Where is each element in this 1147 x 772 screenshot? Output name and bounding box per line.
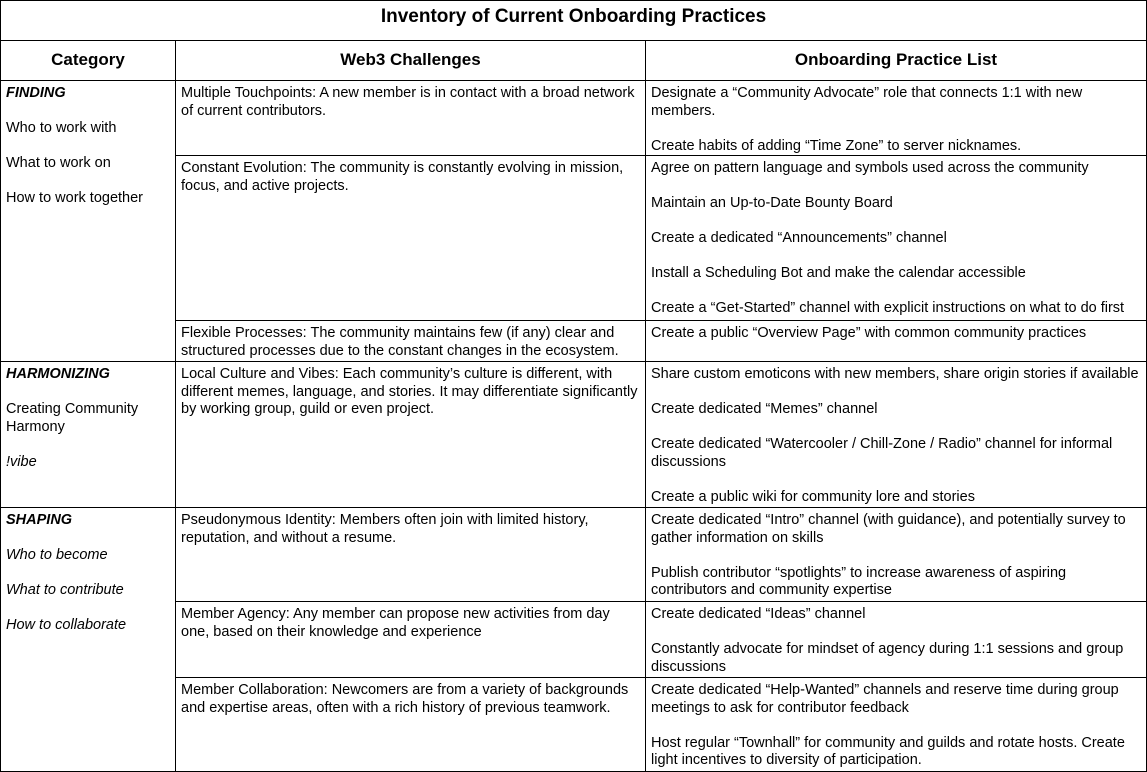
practice-cell	[645, 361, 1147, 508]
practice-item: Share custom emoticons with new members, share origin stories if available	[651, 366, 1139, 382]
category-item: What to work on	[6, 155, 111, 171]
table-title: Inventory of Current Onboarding Practices	[0, 0, 1147, 41]
challenge-text: Multiple Touchpoints: A new member is in contact with a broad network of current contributors.	[181, 85, 635, 119]
category-item: Who to become	[6, 547, 108, 563]
practice-item: Create dedicated “Watercooler / Chill-Zone / Radio” channel for informal discussions	[651, 436, 1113, 470]
challenge-cell	[175, 320, 646, 362]
category-name: SHAPING	[6, 512, 73, 528]
practice-item: Create habits of adding “Time Zone” to server nicknames.	[651, 137, 1022, 154]
category-finding	[0, 80, 176, 362]
category-shaping	[0, 507, 176, 772]
challenge-text: Member Agency: Any member can propose new activities from day one, based on their knowledge and experience	[181, 606, 610, 640]
header-category: Category	[0, 40, 176, 81]
challenge-cell	[175, 155, 646, 321]
category-name: FINDING	[6, 85, 66, 101]
challenge-text: Member Collaboration: Newcomers are from a variety of backgrounds and expertise areas, often with a rich history of previous teamwork.	[181, 682, 629, 716]
practice-item: Create a “Get-Started” channel with explicit instructions on what to do first	[651, 300, 1125, 316]
practice-cell	[645, 320, 1147, 362]
practice-cell	[645, 80, 1147, 156]
practice-item: Install a Scheduling Bot and make the calendar accessible	[651, 265, 1026, 281]
challenge-cell	[175, 80, 646, 156]
practice-item: Create dedicated “Help-Wanted” channels and reserve time during group meetings to ask for contributor feedback	[651, 682, 1119, 716]
practice-cell	[645, 677, 1147, 772]
challenge-text: Flexible Processes: The community maintains few (if any) clear and structured processes due to the constant changes in the ecosystem.	[181, 325, 619, 359]
category-harmonizing	[0, 361, 176, 508]
category-item: What to contribute	[6, 582, 124, 598]
header-challenges: Web3 Challenges	[175, 40, 646, 81]
practice-item: Create dedicated “Memes” channel	[651, 401, 878, 417]
practice-item: Create a public “Overview Page” with common community practices	[651, 325, 1087, 341]
challenge-text: Constant Evolution: The community is constantly evolving in mission, focus, and active projects.	[181, 160, 624, 194]
challenge-cell	[175, 507, 646, 602]
category-item: How to work together	[6, 190, 144, 206]
header-practices: Onboarding Practice List	[645, 40, 1147, 81]
practice-cell	[645, 507, 1147, 602]
category-name: HARMONIZING	[6, 366, 110, 382]
practice-item: Maintain an Up-to-Date Bounty Board	[651, 195, 893, 211]
practice-cell	[645, 155, 1147, 321]
challenge-cell	[175, 677, 646, 772]
category-item: Who to work with	[6, 120, 117, 136]
practice-item: Create dedicated “Intro” channel (with guidance), and potentially survey to gather information on skills	[651, 512, 1126, 546]
practice-item: Create a public wiki for community lore and stories	[651, 488, 975, 505]
practice-item: Constantly advocate for mindset of agency during 1:1 sessions and group discussions	[651, 641, 1124, 675]
challenge-cell	[175, 601, 646, 678]
practice-cell	[645, 601, 1147, 678]
challenge-text: Pseudonymous Identity: Members often join with limited history, reputation, and without a resume.	[181, 512, 589, 546]
practice-item: Create dedicated “Ideas” channel	[651, 606, 866, 622]
practice-item: Agree on pattern language and symbols used across the community	[651, 160, 1089, 176]
practice-item: Create a dedicated “Announcements” channel	[651, 230, 947, 246]
challenge-cell	[175, 361, 646, 508]
category-item: How to collaborate	[6, 617, 127, 633]
practice-item: Publish contributor “spotlights” to increase awareness of aspiring contributors and community expertise	[651, 564, 1067, 598]
challenge-text: Local Culture and Vibes: Each community’s culture is different, with different memes, language, and stories. It may differentiate significantly by working group, guild or even project.	[181, 366, 638, 417]
practice-item: Host regular “Townhall” for community and guilds and rotate hosts. Create light incentives to diversity of participation.	[651, 734, 1125, 768]
practice-item: Designate a “Community Advocate” role that connects 1:1 with new members.	[651, 85, 1083, 119]
category-item: !vibe	[6, 453, 37, 470]
category-item: Creating Community Harmony	[6, 401, 139, 435]
